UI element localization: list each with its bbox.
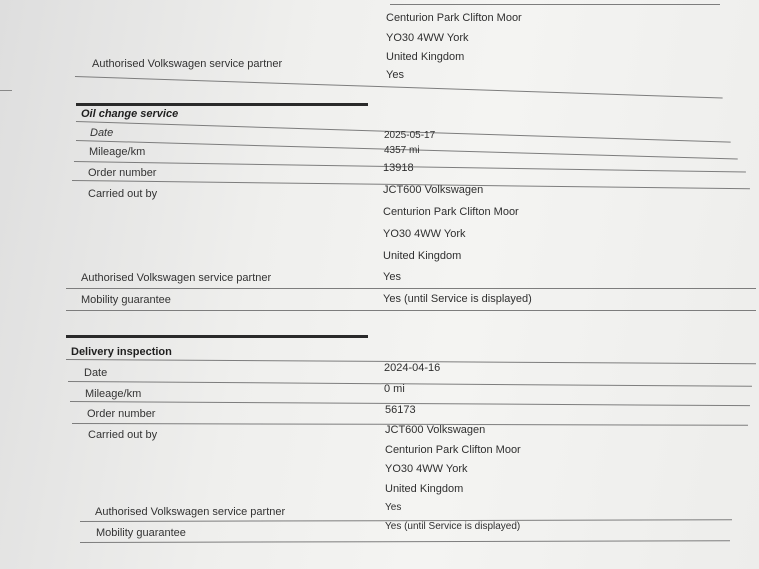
oil-mobility-label: Mobility guarantee: [81, 294, 171, 306]
delivery-dealer: JCT600 Volkswagen: [385, 424, 486, 436]
oil-order-label: Order number: [88, 167, 157, 179]
oil-mileage-label: Mileage/km: [89, 146, 146, 158]
delivery-country: United Kingdom: [385, 483, 464, 495]
row-divider: [66, 288, 756, 289]
oil-address-line: Centurion Park Clifton Moor: [383, 206, 519, 218]
delivery-order-label: Order number: [87, 408, 156, 420]
oil-auth-label: Authorised Volkswagen service partner: [81, 272, 272, 284]
prev-auth-value: Yes: [386, 69, 404, 81]
oil-auth-value: Yes: [383, 271, 401, 283]
oil-carried-label: Carried out by: [88, 188, 158, 200]
delivery-auth-label: Authorised Volkswagen service partner: [95, 506, 286, 518]
row-divider: [68, 381, 752, 387]
delivery-carried-label: Carried out by: [88, 429, 158, 441]
delivery-auth-value: Yes: [385, 502, 402, 513]
row-divider: [390, 4, 720, 5]
delivery-mobility-label: Mobility guarantee: [96, 527, 186, 539]
oil-date-label: Date: [90, 127, 114, 139]
row-divider: [80, 540, 730, 543]
delivery-postcode: YO30 4WW York: [385, 463, 468, 475]
row-divider: [66, 310, 756, 311]
oil-mileage-value: 4357 mi: [384, 145, 420, 156]
delivery-heading: Delivery inspection: [71, 346, 172, 358]
oil-country: United Kingdom: [383, 250, 462, 262]
oil-change-heading: Oil change service: [81, 108, 179, 120]
oil-date-value: 2025-05-17: [384, 130, 436, 141]
delivery-mileage-label: Mileage/km: [85, 388, 142, 400]
delivery-mobility-value: Yes (until Service is displayed): [385, 521, 521, 532]
oil-order-value: 13918: [383, 162, 414, 174]
delivery-address-line: Centurion Park Clifton Moor: [385, 444, 521, 456]
oil-dealer: JCT600 Volkswagen: [383, 184, 484, 196]
prev-auth-label: Authorised Volkswagen service partner: [92, 58, 283, 70]
prev-postcode: YO30 4WW York: [386, 32, 469, 44]
margin-mark: [0, 90, 12, 91]
section-bar: [76, 103, 368, 106]
prev-country: United Kingdom: [386, 51, 465, 63]
oil-mobility-value: Yes (until Service is displayed): [383, 293, 532, 305]
prev-address-line: Centurion Park Clifton Moor: [386, 12, 522, 24]
section-bar: [66, 335, 368, 338]
delivery-date-label: Date: [84, 367, 108, 379]
delivery-date-value: 2024-04-16: [384, 362, 441, 374]
delivery-order-value: 56173: [385, 404, 416, 416]
oil-postcode: YO30 4WW York: [383, 228, 466, 240]
delivery-mileage-value: 0 mi: [384, 383, 405, 395]
